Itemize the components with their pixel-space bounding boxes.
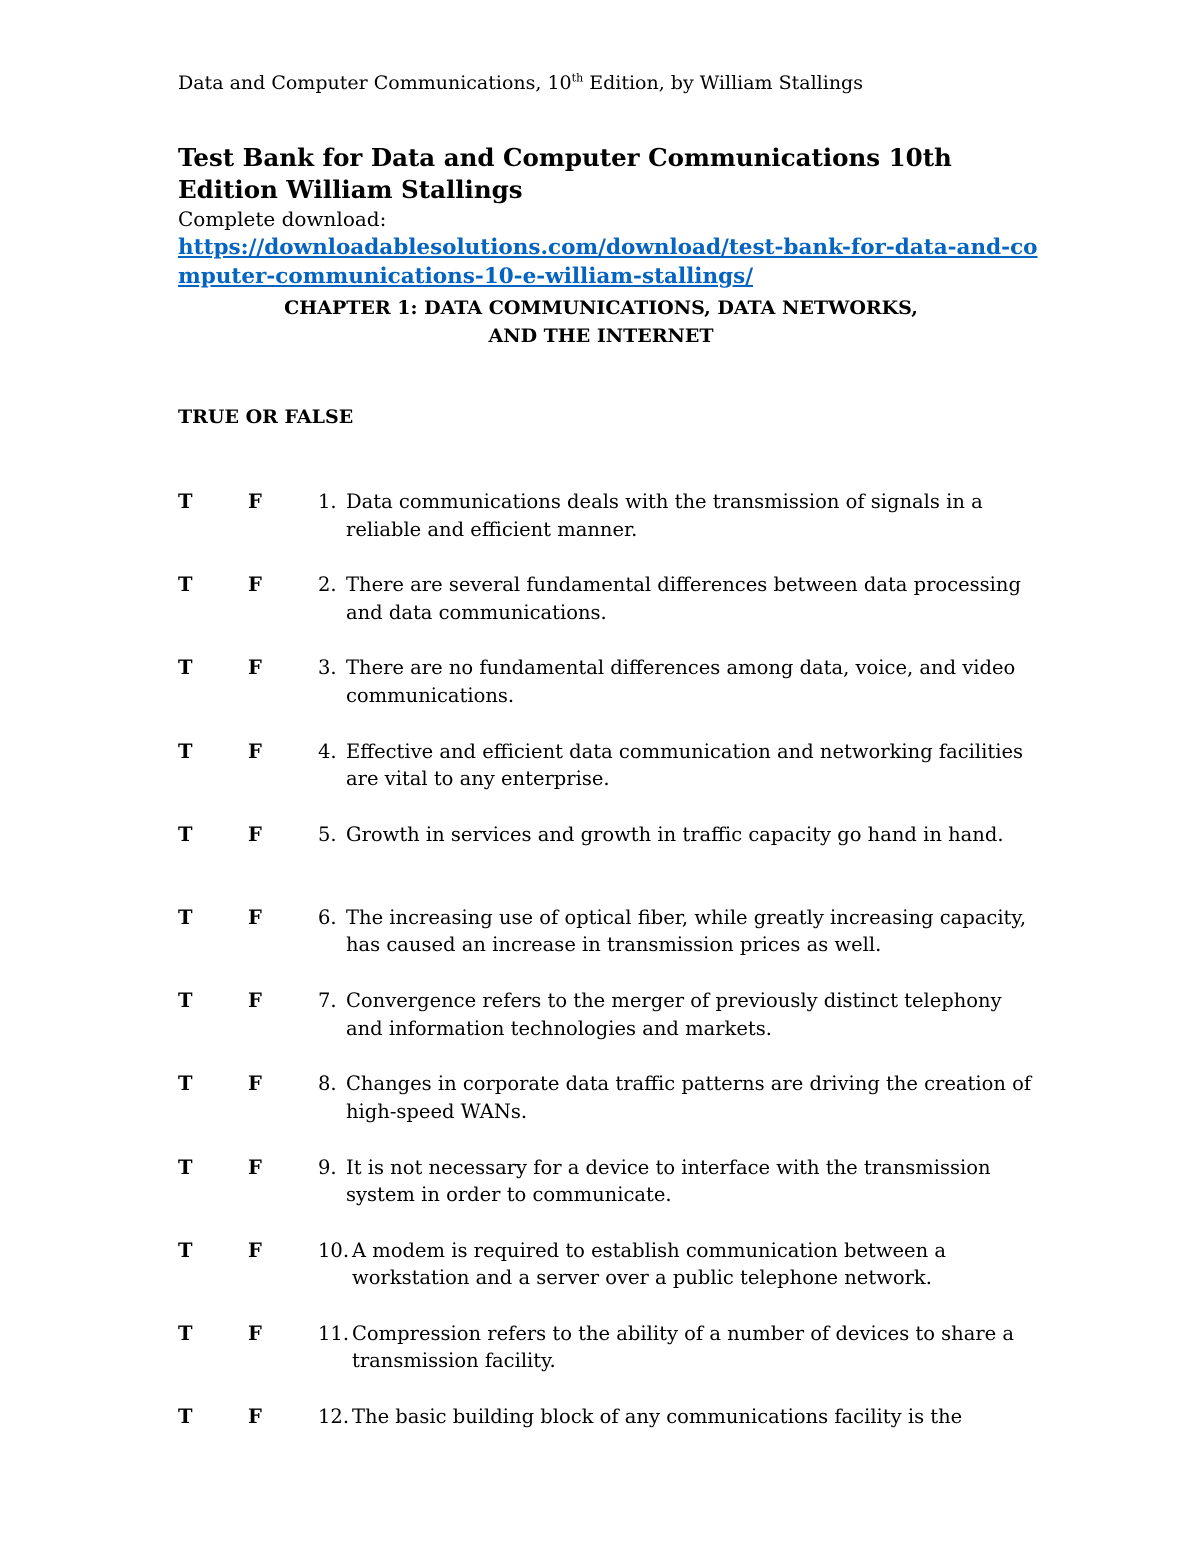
false-option: F: [248, 989, 262, 1013]
true-option: T: [178, 573, 193, 597]
header-text-end: Edition, by William Stallings: [583, 72, 863, 94]
chapter-heading: [178, 294, 1024, 350]
false-option: F: [248, 1155, 262, 1179]
question-text: A modem is required to establish communication between a workstation and a server over a public telephone network.: [352, 1238, 946, 1290]
false-option: F: [248, 905, 262, 929]
question-text: It is not necessary for a device to interface with the transmission system in order to communicate.: [346, 1155, 991, 1206]
true-option: T: [178, 1405, 193, 1429]
question-item: [0, 1154, 1200, 1237]
chapter-heading-line2: AND THE INTERNET: [488, 325, 714, 347]
question-number: 1.: [318, 490, 337, 513]
true-option: T: [178, 989, 193, 1013]
question-item: [0, 1320, 1200, 1403]
question-text: Convergence refers to the merger of previously distinct telephony and information technologies and markets.: [346, 989, 1002, 1040]
question-text: The basic building block of any communications facility is the: [352, 1405, 963, 1429]
true-option: T: [178, 822, 193, 846]
question-item: [0, 738, 1200, 821]
false-option: F: [248, 573, 262, 597]
question-item: [0, 1237, 1200, 1320]
true-option: T: [178, 1072, 193, 1096]
question-text: There are no fundamental differences among data, voice, and video communications.: [346, 656, 1016, 707]
header-superscript: th: [571, 71, 584, 85]
false-option: F: [248, 490, 262, 513]
question-text: Data communications deals with the transmission of signals in a reliable and efficient manner.: [346, 490, 983, 541]
question-list: [0, 488, 1200, 1486]
question-item: [0, 1070, 1200, 1153]
true-option: T: [178, 1321, 193, 1345]
question-number: 5.: [318, 822, 337, 846]
true-option: T: [178, 905, 193, 929]
question-text: Compression refers to the ability of a number of devices to share a transmission facility.: [352, 1321, 1015, 1373]
false-option: F: [248, 1405, 262, 1429]
question-number: 11.: [318, 1321, 350, 1345]
false-option: F: [248, 1321, 262, 1345]
question-text: The increasing use of optical fiber, while greatly increasing capacity, has caused an increase in transmission prices as well.: [346, 905, 1027, 957]
question-item: [0, 571, 1200, 654]
question-number: 2.: [318, 573, 337, 597]
document-title: Test Bank for Data and Computer Communications 10th Edition William Stallings: [178, 143, 952, 204]
question-item: [0, 987, 1200, 1070]
question-text: Effective and efficient data communication and networking facilities are vital to any enterprise.: [346, 739, 1023, 791]
running-header: [178, 72, 863, 94]
question-item: [0, 654, 1200, 737]
true-option: T: [178, 739, 193, 763]
question-number: 4.: [318, 739, 337, 763]
question-text: There are several fundamental differences between data processing and data communications.: [346, 573, 1021, 624]
true-option: T: [178, 656, 193, 680]
download-link[interactable]: https://downloadablesolutions.com/download/test-bank-for-data-and-computer-communications-10-e-william-stallings/: [178, 235, 1038, 289]
question-number: 6.: [318, 905, 337, 929]
header-text: Data and Computer Communications, 10: [178, 72, 572, 94]
false-option: F: [248, 1238, 262, 1262]
true-option: T: [178, 490, 193, 513]
question-text: Changes in corporate data traffic patterns are driving the creation of high-speed WANs.: [346, 1072, 1032, 1123]
question-number: 9.: [318, 1155, 337, 1179]
question-item: [0, 488, 1200, 571]
question-item: [0, 904, 1200, 987]
question-item: [0, 1403, 1200, 1486]
question-number: 8.: [318, 1072, 337, 1096]
question-number: 10.: [318, 1238, 350, 1262]
question-number: 7.: [318, 989, 337, 1013]
question-text: Growth in services and growth in traffic capacity go hand in hand.: [346, 822, 1004, 846]
false-option: F: [248, 739, 262, 763]
false-option: F: [248, 656, 262, 680]
false-option: F: [248, 822, 262, 846]
true-option: T: [178, 1155, 193, 1179]
true-option: T: [178, 1238, 193, 1262]
chapter-heading-line1: CHAPTER 1: DATA COMMUNICATIONS, DATA NETWORKS,: [284, 297, 918, 319]
false-option: F: [248, 1072, 262, 1096]
section-title: TRUE OR FALSE: [178, 406, 354, 428]
question-number: 12.: [318, 1405, 350, 1429]
question-number: 3.: [318, 656, 337, 680]
question-item: [0, 821, 1200, 904]
download-label: Complete download:: [178, 207, 387, 231]
